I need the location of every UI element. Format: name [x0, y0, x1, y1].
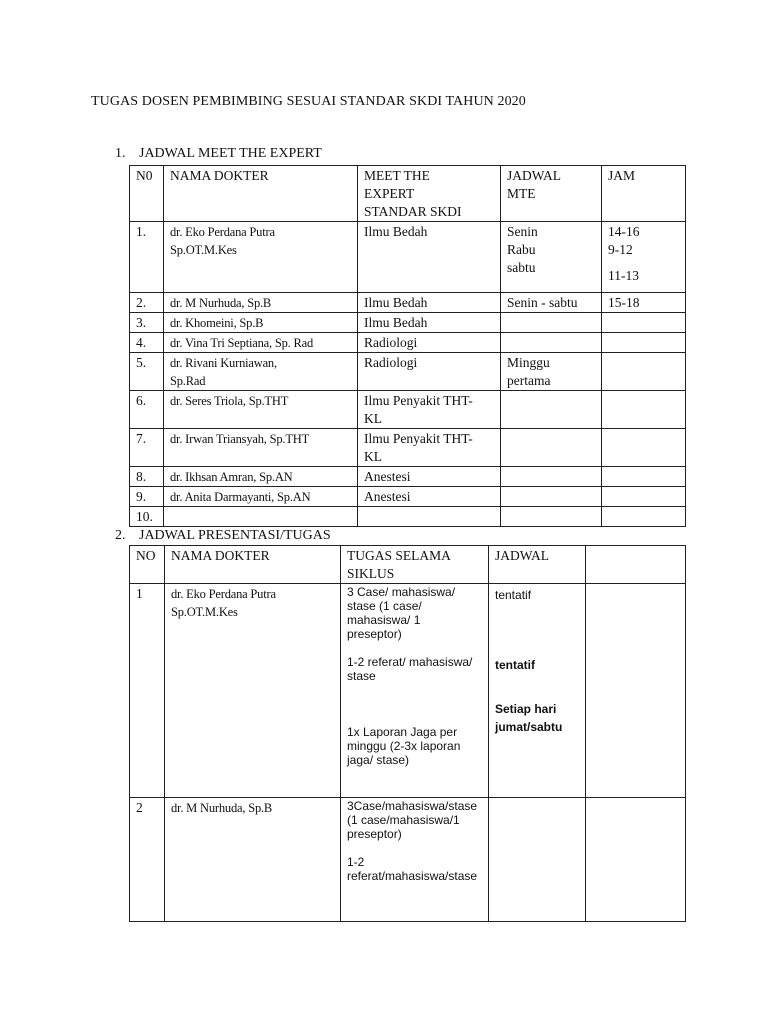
header-jam: JAM	[602, 166, 686, 222]
doctor-name: dr. Vina Tri Septiana, Sp. Rad	[164, 333, 358, 353]
table-row: 4. dr. Vina Tri Septiana, Sp. Rad Radiologi	[130, 333, 686, 353]
doctor-name: dr. Rivani Kurniawan, Sp.Rad	[164, 353, 358, 391]
table-row: 5. dr. Rivani Kurniawan, Sp.Rad Radiologi Minggu pertama	[130, 353, 686, 391]
header-nama-dokter: NAMA DOKTER	[165, 546, 341, 584]
header-nama-dokter: NAMA DOKTER	[164, 166, 358, 222]
doctor-name: dr. M Nurhuda, Sp.B	[165, 798, 341, 922]
header-tugas-selama-siklus: TUGAS SELAMA SIKLUS	[341, 546, 489, 584]
header-no: NO	[130, 546, 165, 584]
section-2-heading	[115, 528, 331, 544]
section-2-number: 2.	[115, 528, 126, 543]
meet-the-expert-table	[129, 165, 686, 527]
doctor-name: dr. Khomeini, Sp.B	[164, 313, 358, 333]
table-row: 1 dr. Eko Perdana Putra Sp.OT.M.Kes 3 Case/ mahasiswa/ stase (1 case/ mahasiswa/ 1 preseptor) 1-2 referat/ mahasiswa/ stase 1x Laporan Jaga per minggu (2-3x laporan jaga/ stase) tentatif tentatif Setiap hari jumat/sabtu	[130, 584, 686, 798]
header-jadwal: JADWAL	[489, 546, 586, 584]
table-row: 2 dr. M Nurhuda, Sp.B 3Case/mahasiswa/stase (1 case/mahasiswa/1 preseptor) 1-2 referat/mahasiswa/stase	[130, 798, 686, 922]
header-meet-the-expert: MEET THE EXPERT STANDAR SKDI	[358, 166, 501, 222]
document-title: TUGAS DOSEN PEMBIMBING SESUAI STANDAR SKDI TAHUN 2020	[91, 94, 526, 109]
doctor-name: dr. Seres Triola, Sp.THT	[164, 391, 358, 429]
table-row: 2. dr. M Nurhuda, Sp.B Ilmu Bedah Senin - sabtu 15-18	[130, 293, 686, 313]
doctor-name: dr. M Nurhuda, Sp.B	[164, 293, 358, 313]
doctor-name: dr. Eko Perdana Putra Sp.OT.M.Kes	[165, 584, 341, 798]
section-2-title: JADWAL PRESENTASI/TUGAS	[139, 528, 331, 543]
section-1-number: 1.	[115, 146, 126, 161]
presentation-task-table	[129, 545, 686, 922]
doctor-name	[164, 507, 358, 527]
doctor-name: dr. Ikhsan Amran, Sp.AN	[164, 467, 358, 487]
table-row: 3. dr. Khomeini, Sp.B Ilmu Bedah	[130, 313, 686, 333]
table-row: 10.	[130, 507, 686, 527]
table-row: 6. dr. Seres Triola, Sp.THT Ilmu Penyakit THT- KL	[130, 391, 686, 429]
schedule-list: tentatif tentatif Setiap hari jumat/sabtu	[489, 584, 586, 798]
header-extra	[586, 546, 686, 584]
table-row: 1. dr. Eko Perdana Putra Sp.OT.M.Kes Ilmu Bedah Senin Rabu sabtu 14-16 9-12 11-13	[130, 222, 686, 293]
table-header-row	[130, 166, 686, 222]
doctor-name: dr. Anita Darmayanti, Sp.AN	[164, 487, 358, 507]
section-1-title: JADWAL MEET THE EXPERT	[139, 146, 322, 161]
table-row: 9. dr. Anita Darmayanti, Sp.AN Anestesi	[130, 487, 686, 507]
header-jadwal-mte: JADWAL MTE	[501, 166, 602, 222]
task-list: 3Case/mahasiswa/stase (1 case/mahasiswa/1 preseptor) 1-2 referat/mahasiswa/stase	[341, 798, 489, 922]
section-1-heading	[115, 146, 322, 162]
doctor-name: dr. Eko Perdana Putra Sp.OT.M.Kes	[164, 222, 358, 293]
doctor-name: dr. Irwan Triansyah, Sp.THT	[164, 429, 358, 467]
task-list: 3 Case/ mahasiswa/ stase (1 case/ mahasiswa/ 1 preseptor) 1-2 referat/ mahasiswa/ stase 1x Laporan Jaga per minggu (2-3x laporan jaga/ stase)	[341, 584, 489, 798]
table-header-row	[130, 546, 686, 584]
table-row: 7. dr. Irwan Triansyah, Sp.THT Ilmu Penyakit THT- KL	[130, 429, 686, 467]
header-no: N0	[130, 166, 164, 222]
table-row: 8. dr. Ikhsan Amran, Sp.AN Anestesi	[130, 467, 686, 487]
